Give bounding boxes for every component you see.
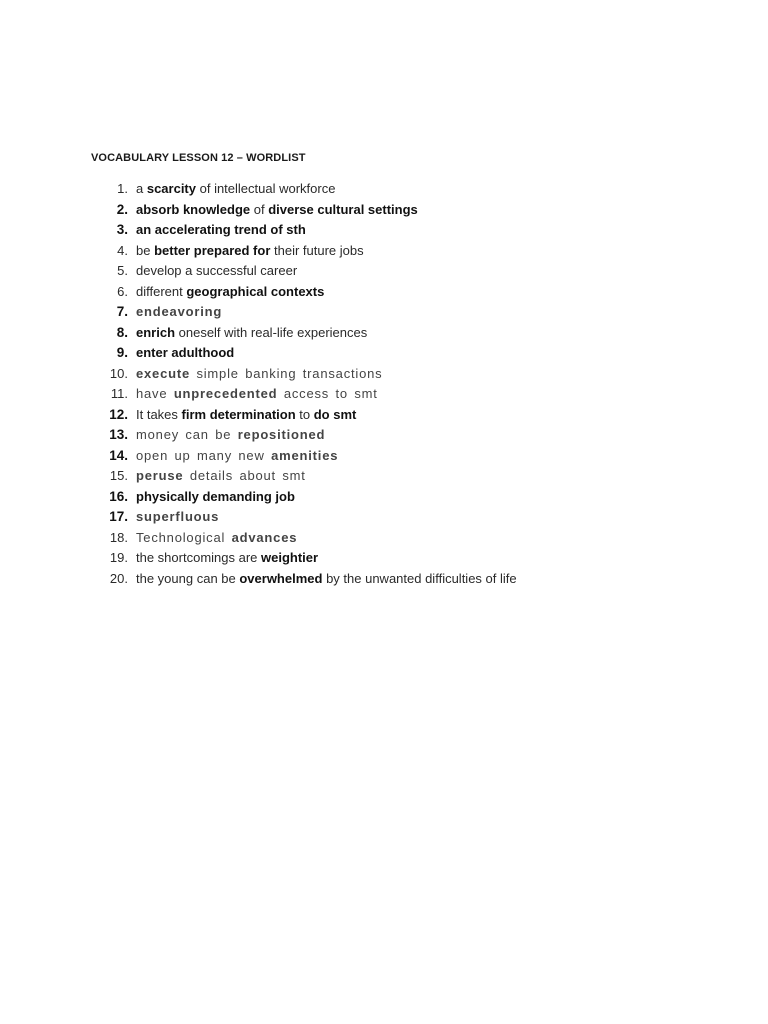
list-item: [100, 364, 517, 385]
vocab-term: enrich: [136, 324, 176, 340]
phrase-text: a: [136, 181, 147, 196]
list-item-number: 12.: [109, 406, 128, 422]
phrase-text: to: [295, 406, 314, 422]
phrase-text: different: [136, 283, 187, 299]
list-item: [100, 261, 517, 282]
vocab-term: repositioned: [237, 427, 326, 442]
list-item: [100, 220, 517, 241]
vocab-term: enter adulthood: [136, 345, 235, 360]
list-item: [100, 405, 517, 426]
list-item-text: [136, 528, 297, 549]
list-item-text: [136, 384, 378, 405]
list-item-text: [136, 179, 335, 200]
list-item-number: 16.: [109, 488, 128, 504]
phrase-text: be: [136, 242, 155, 258]
phrase-text: details about smt: [183, 468, 306, 483]
list-item-text: [136, 220, 306, 241]
vocab-term: advances: [231, 529, 298, 545]
list-item-text: [136, 323, 367, 344]
list-item-number: 19.: [109, 550, 128, 565]
list-item-number: 6.: [117, 283, 128, 299]
list-item-text: [136, 507, 219, 528]
phrase-text: access to smt: [277, 386, 378, 401]
list-item-number: 3.: [116, 222, 128, 237]
list-item-text: [136, 487, 295, 508]
vocab-term: do smt: [313, 406, 357, 422]
phrase-text: Technological: [136, 529, 232, 545]
list-item-number: 2.: [116, 201, 128, 217]
vocab-term: geographical contexts: [186, 283, 325, 299]
list-item-text: [136, 569, 517, 590]
phrase-text: develop a successful career: [136, 263, 298, 278]
list-item-text: [136, 425, 325, 446]
phrase-text: the young can be: [136, 570, 240, 586]
list-item: [100, 425, 517, 446]
phrase-text: of: [250, 201, 269, 217]
phrase-text: simple banking transactions: [190, 365, 383, 381]
list-item-number: 20.: [109, 570, 128, 586]
list-item: [100, 507, 517, 528]
list-item-number: 18.: [109, 529, 128, 545]
list-item: [100, 569, 517, 590]
vocab-term: overwhelmed: [239, 570, 323, 586]
vocab-term: unprecedented: [173, 386, 278, 401]
vocab-term: amenities: [271, 447, 339, 463]
vocab-term: endeavoring: [136, 304, 223, 319]
list-item-text: [136, 405, 356, 426]
page-title: VOCABULARY LESSON 12 – WORDLIST: [91, 152, 306, 164]
phrase-text: money can be: [136, 427, 238, 442]
list-item: [100, 343, 517, 364]
phrase-text: of intellectual workforce: [196, 181, 336, 196]
list-item: [100, 466, 517, 487]
vocab-term: execute: [136, 365, 191, 381]
list-item: [100, 241, 517, 262]
phrase-text: their future jobs: [270, 242, 364, 258]
list-item-number: 8.: [116, 324, 128, 340]
vocab-term: an accelerating trend of sth: [136, 222, 306, 237]
list-item-number: 17.: [109, 509, 128, 524]
list-item-text: [136, 302, 222, 323]
list-item-text: [136, 282, 324, 303]
list-item: [100, 446, 517, 467]
wordlist: [100, 179, 517, 589]
phrase-text: open up many new: [136, 447, 272, 463]
list-item-text: [136, 466, 306, 487]
list-item-text: [136, 200, 418, 221]
list-item: [100, 200, 517, 221]
list-item-number: 7.: [116, 304, 128, 319]
list-item-number: 5.: [117, 263, 128, 278]
vocab-term: better prepared for: [154, 242, 271, 258]
vocab-term: physically demanding job: [136, 488, 295, 504]
list-item-number: 13.: [109, 427, 128, 442]
vocab-term: absorb knowledge: [136, 201, 251, 217]
phrase-text: have: [136, 386, 174, 401]
phrase-text: the shortcomings are: [136, 550, 262, 565]
list-item: [100, 179, 517, 200]
list-item: [100, 323, 517, 344]
list-item-number: 11.: [110, 386, 128, 401]
vocab-term: superfluous: [136, 509, 220, 524]
phrase-text: It takes: [136, 406, 182, 422]
list-item-text: [136, 241, 364, 262]
vocab-term: weightier: [261, 550, 319, 565]
list-item: [100, 384, 517, 405]
list-item: [100, 282, 517, 303]
phrase-text: oneself with real-life experiences: [175, 324, 368, 340]
list-item-text: [136, 364, 382, 385]
list-item-number: 15.: [109, 468, 128, 483]
list-item-text: [136, 261, 297, 282]
vocab-term: peruse: [136, 468, 184, 483]
list-item: [100, 528, 517, 549]
vocab-term: diverse cultural settings: [268, 201, 418, 217]
vocab-term: scarcity: [146, 181, 196, 196]
phrase-text: by the unwanted difficulties of life: [322, 570, 517, 586]
list-item-text: [136, 548, 318, 569]
list-item: [100, 487, 517, 508]
list-item-number: 10.: [109, 365, 128, 381]
list-item: [100, 302, 517, 323]
list-item-text: [136, 446, 338, 467]
list-item-number: 9.: [116, 345, 128, 360]
list-item: [100, 548, 517, 569]
list-item-number: 4.: [117, 242, 128, 258]
list-item-number: 14.: [109, 447, 128, 463]
vocab-term: firm determination: [181, 406, 296, 422]
list-item-text: [136, 343, 234, 364]
list-item-number: 1.: [117, 181, 128, 196]
